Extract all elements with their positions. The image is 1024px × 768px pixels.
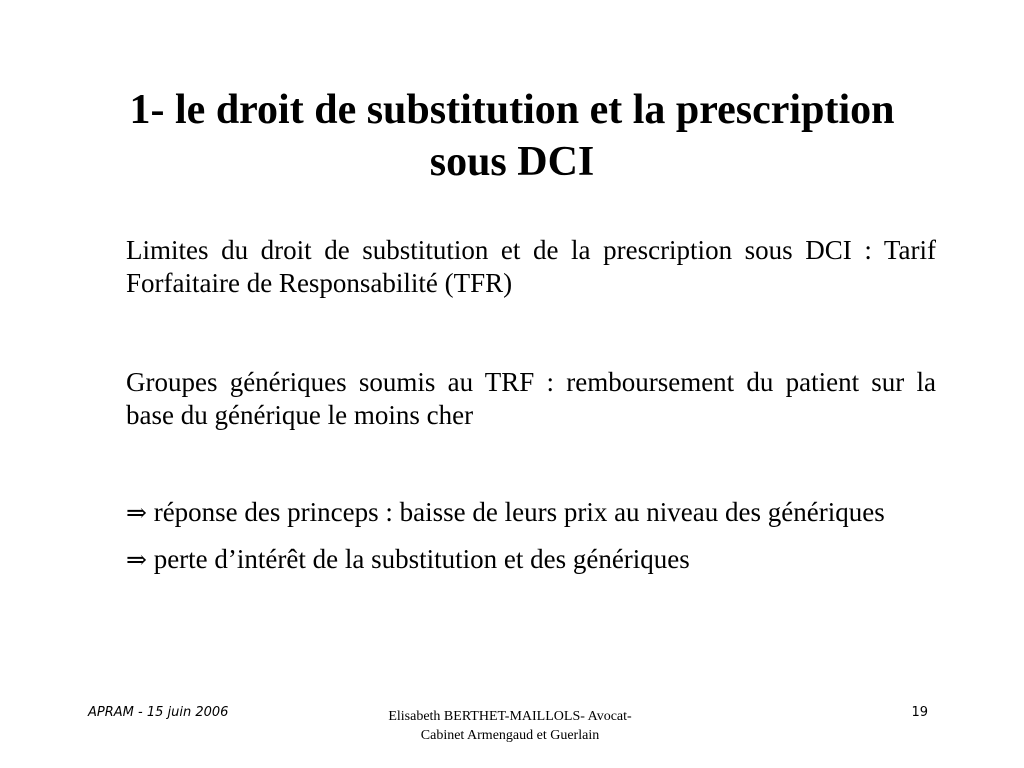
arrow-item-text: perte d’intérêt de la substitution et des génériques [153,544,690,574]
footer-author [330,707,690,745]
implies-arrow-icon: ⇒ [126,498,147,527]
arrow-item-text: réponse des princeps : baisse de leurs prix au niveau des génériques [153,497,885,527]
slide-title-line-1: 1- le droit de substitution et la prescription [129,87,895,133]
slide-title [70,84,954,188]
footer-author-line-2: Cabinet Armengaud et Guerlain [420,728,600,743]
implies-arrow-icon: ⇒ [126,545,147,574]
slide-body [126,234,936,576]
body-paragraph-limites: Limites du droit de substitution et de la prescription sous DCI : Tarif Forfaitaire de Responsabilité (TFR) [126,235,936,298]
slide-title-line-2: sous DCI [429,139,595,185]
slide-number: 19 [911,705,928,720]
body-paragraph-groupes: Groupes génériques soumis au TRF : remboursement du patient sur la base du générique le moins cher [126,367,936,430]
body-arrow-item-perte [126,543,936,576]
footer-date: APRAM - 15 juin 2006 [88,705,229,720]
footer-author-line-1: Elisabeth BERTHET-MAILLOLS- Avocat- [388,709,632,724]
body-arrow-item-reponse [126,496,936,529]
